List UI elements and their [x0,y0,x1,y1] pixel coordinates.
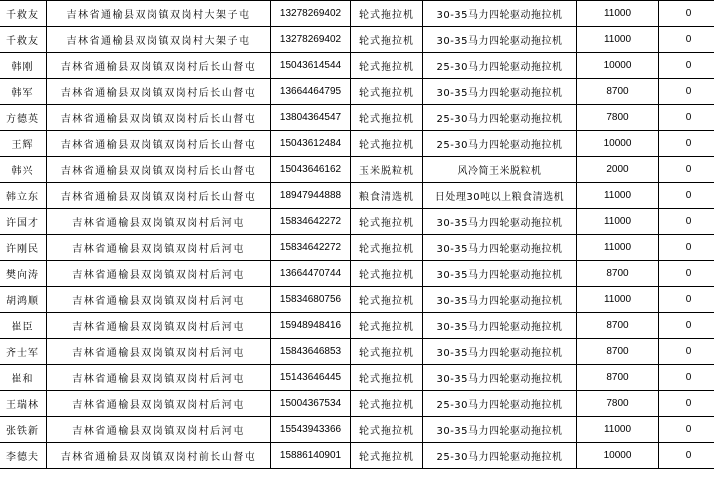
subsidy-cell[interactable]: 0 [659,183,714,209]
table-row [0,287,714,313]
machine-spec-cell[interactable]: 30-35马力四轮驱动拖拉机 [423,261,577,287]
machine-spec-cell[interactable]: 25-30马力四轮驱动拖拉机 [423,53,577,79]
farmer-name-cell[interactable]: 崔臣 [0,313,47,339]
table-row [0,417,714,443]
farmer-name-cell[interactable]: 方德英 [0,105,47,131]
machine-spec-cell[interactable]: 30-35马力四轮驱动拖拉机 [423,27,577,53]
phone-cell[interactable]: 15043614544 [271,53,351,79]
price-cell[interactable]: 11000 [577,287,659,313]
address-cell[interactable]: 吉林省通榆县双岗镇双岗村后长山督屯 [47,157,271,183]
machine-type-cell[interactable]: 轮式拖拉机 [351,1,423,27]
machine-type-cell[interactable]: 轮式拖拉机 [351,365,423,391]
table-row [0,209,714,235]
machine-type-cell[interactable]: 轮式拖拉机 [351,417,423,443]
table-row [0,27,714,53]
price-cell[interactable]: 8700 [577,339,659,365]
phone-cell[interactable]: 15948948416 [271,313,351,339]
table-body [0,1,714,469]
address-cell[interactable]: 吉林省通榆县双岗镇双岗村后河屯 [47,417,271,443]
phone-cell[interactable]: 13804364547 [271,105,351,131]
subsidy-cell[interactable]: 0 [659,53,714,79]
machine-spec-cell[interactable]: 风冷简王米脱粒机 [423,157,577,183]
subsidy-cell[interactable]: 0 [659,79,714,105]
address-cell[interactable]: 吉林省通榆县双岗镇双岗村后河屯 [47,313,271,339]
table-row [0,391,714,417]
farmer-name-cell[interactable]: 王瑞林 [0,391,47,417]
machine-type-cell[interactable]: 玉米脱粒机 [351,157,423,183]
farmer-name-cell[interactable]: 韩刚 [0,53,47,79]
farmer-name-cell[interactable]: 韩立东 [0,183,47,209]
machine-spec-cell[interactable]: 30-35马力四轮驱动拖拉机 [423,79,577,105]
price-cell[interactable]: 11000 [577,209,659,235]
price-cell[interactable]: 10000 [577,131,659,157]
machine-spec-cell[interactable]: 30-35马力四轮驱动拖拉机 [423,417,577,443]
table-row [0,1,714,27]
machine-type-cell[interactable]: 轮式拖拉机 [351,105,423,131]
subsidy-cell[interactable]: 0 [659,287,714,313]
phone-cell[interactable]: 15834642272 [271,235,351,261]
address-cell[interactable]: 吉林省通榆县双岗镇双岗村后河屯 [47,261,271,287]
table-row [0,131,714,157]
price-cell[interactable]: 8700 [577,365,659,391]
price-cell[interactable]: 8700 [577,261,659,287]
farmer-name-cell[interactable]: 张铁新 [0,417,47,443]
machine-spec-cell[interactable]: 25-30马力四轮驱动拖拉机 [423,391,577,417]
machine-type-cell[interactable]: 粮食清选机 [351,183,423,209]
farmer-name-cell[interactable]: 齐士军 [0,339,47,365]
phone-cell[interactable]: 15834642272 [271,209,351,235]
farmer-name-cell[interactable]: 千救友 [0,27,47,53]
price-cell[interactable]: 11000 [577,1,659,27]
farmer-name-cell[interactable]: 崔和 [0,365,47,391]
subsidy-cell[interactable]: 0 [659,1,714,27]
table-row [0,261,714,287]
address-cell[interactable]: 吉林省通榆县双岗镇双岗村后河屯 [47,235,271,261]
farmer-name-cell[interactable]: 李德夫 [0,443,47,469]
address-cell[interactable]: 吉林省通榆县双岗镇双岗村前长山督屯 [47,443,271,469]
machine-type-cell[interactable]: 轮式拖拉机 [351,131,423,157]
price-cell[interactable]: 7800 [577,105,659,131]
machine-spec-cell[interactable]: 日处理30吨以上粮食清选机 [423,183,577,209]
phone-cell[interactable]: 15043612484 [271,131,351,157]
machine-type-cell[interactable]: 轮式拖拉机 [351,209,423,235]
phone-cell[interactable]: 15834680756 [271,287,351,313]
subsidy-cell[interactable]: 0 [659,365,714,391]
price-cell[interactable]: 8700 [577,79,659,105]
table-row [0,79,714,105]
table-row [0,365,714,391]
farmer-name-cell[interactable]: 韩兴 [0,157,47,183]
table-row [0,105,714,131]
table-row [0,53,714,79]
address-cell[interactable]: 吉林省通榆县双岗镇双岗村后长山督屯 [47,183,271,209]
price-cell[interactable]: 11000 [577,417,659,443]
subsidy-cell[interactable]: 0 [659,105,714,131]
machine-spec-cell[interactable]: 30-35马力四轮驱动拖拉机 [423,209,577,235]
price-cell[interactable]: 10000 [577,443,659,469]
phone-cell[interactable]: 13278269402 [271,27,351,53]
subsidy-cell[interactable]: 0 [659,261,714,287]
address-cell[interactable]: 吉林省通榆县双岗镇双岗村后河屯 [47,287,271,313]
machine-type-cell[interactable]: 轮式拖拉机 [351,79,423,105]
machine-spec-cell[interactable]: 25-30马力四轮驱动拖拉机 [423,105,577,131]
address-cell[interactable]: 吉林省通榆县双岗镇双岗村后河屯 [47,209,271,235]
phone-cell[interactable]: 13664470744 [271,261,351,287]
subsidy-cell[interactable]: 0 [659,417,714,443]
subsidy-cell[interactable]: 0 [659,235,714,261]
address-cell[interactable]: 吉林省通榆县双岗镇双岗村后河屯 [47,339,271,365]
machine-spec-cell[interactable]: 30-35马力四轮驱动拖拉机 [423,235,577,261]
subsidy-cell[interactable]: 0 [659,131,714,157]
machine-type-cell[interactable]: 轮式拖拉机 [351,391,423,417]
subsidy-cell[interactable]: 0 [659,443,714,469]
farmer-name-cell[interactable]: 千救友 [0,1,47,27]
subsidy-cell[interactable]: 0 [659,157,714,183]
price-cell[interactable]: 8700 [577,313,659,339]
machine-spec-cell[interactable]: 25-30马力四轮驱动拖拉机 [423,131,577,157]
machine-type-cell[interactable]: 轮式拖拉机 [351,27,423,53]
machine-spec-cell[interactable]: 30-35马力四轮驱动拖拉机 [423,287,577,313]
machine-type-cell[interactable]: 轮式拖拉机 [351,287,423,313]
table-row [0,443,714,469]
price-cell[interactable]: 2000 [577,157,659,183]
address-cell[interactable]: 吉林省通榆县双岗镇双岗村大架子屯 [47,27,271,53]
phone-cell[interactable]: 15886140901 [271,443,351,469]
farmer-name-cell[interactable]: 王辉 [0,131,47,157]
phone-cell[interactable]: 15004367534 [271,391,351,417]
address-cell[interactable]: 吉林省通榆县双岗镇双岗村后长山督屯 [47,131,271,157]
table-row [0,157,714,183]
table-row [0,235,714,261]
farmer-name-cell[interactable]: 许刚民 [0,235,47,261]
price-cell[interactable]: 10000 [577,53,659,79]
machine-type-cell[interactable]: 轮式拖拉机 [351,53,423,79]
machine-spec-cell[interactable]: 30-35马力四轮驱动拖拉机 [423,365,577,391]
subsidy-cell[interactable]: 0 [659,209,714,235]
machine-spec-cell[interactable]: 30-35马力四轮驱动拖拉机 [423,1,577,27]
subsidy-cell[interactable]: 0 [659,27,714,53]
machine-spec-cell[interactable]: 30-35马力四轮驱动拖拉机 [423,313,577,339]
address-cell[interactable]: 吉林省通榆县双岗镇双岗村大架子屯 [47,1,271,27]
phone-cell[interactable]: 15543943366 [271,417,351,443]
address-cell[interactable]: 吉林省通榆县双岗镇双岗村后河屯 [47,365,271,391]
price-cell[interactable]: 7800 [577,391,659,417]
address-cell[interactable]: 吉林省通榆县双岗镇双岗村后长山督屯 [47,105,271,131]
price-cell[interactable]: 11000 [577,235,659,261]
machine-spec-cell[interactable]: 25-30马力四轮驱动拖拉机 [423,443,577,469]
table-row [0,313,714,339]
table-row [0,183,714,209]
farmer-name-cell[interactable]: 许国才 [0,209,47,235]
phone-cell[interactable]: 13664464795 [271,79,351,105]
address-cell[interactable]: 吉林省通榆县双岗镇双岗村后长山督屯 [47,53,271,79]
machine-type-cell[interactable]: 轮式拖拉机 [351,235,423,261]
machine-type-cell[interactable]: 轮式拖拉机 [351,313,423,339]
price-cell[interactable]: 11000 [577,27,659,53]
farmer-name-cell[interactable]: 胡鸿顺 [0,287,47,313]
price-cell[interactable]: 11000 [577,183,659,209]
phone-cell[interactable]: 15043646162 [271,157,351,183]
machine-type-cell[interactable]: 轮式拖拉机 [351,339,423,365]
machine-type-cell[interactable]: 轮式拖拉机 [351,443,423,469]
phone-cell[interactable]: 18947944888 [271,183,351,209]
machine-spec-cell[interactable]: 30-35马力四轮驱动拖拉机 [423,339,577,365]
farmer-name-cell[interactable]: 樊向涛 [0,261,47,287]
phone-cell[interactable]: 13278269402 [271,1,351,27]
phone-cell[interactable]: 15843646853 [271,339,351,365]
farmer-name-cell[interactable]: 韩军 [0,79,47,105]
address-cell[interactable]: 吉林省通榆县双岗镇双岗村后长山督屯 [47,79,271,105]
subsidy-cell[interactable]: 0 [659,339,714,365]
subsidy-cell[interactable]: 0 [659,391,714,417]
table-row [0,339,714,365]
phone-cell[interactable]: 15143646445 [271,365,351,391]
address-cell[interactable]: 吉林省通榆县双岗镇双岗村后河屯 [47,391,271,417]
subsidy-cell[interactable]: 0 [659,313,714,339]
machine-type-cell[interactable]: 轮式拖拉机 [351,261,423,287]
